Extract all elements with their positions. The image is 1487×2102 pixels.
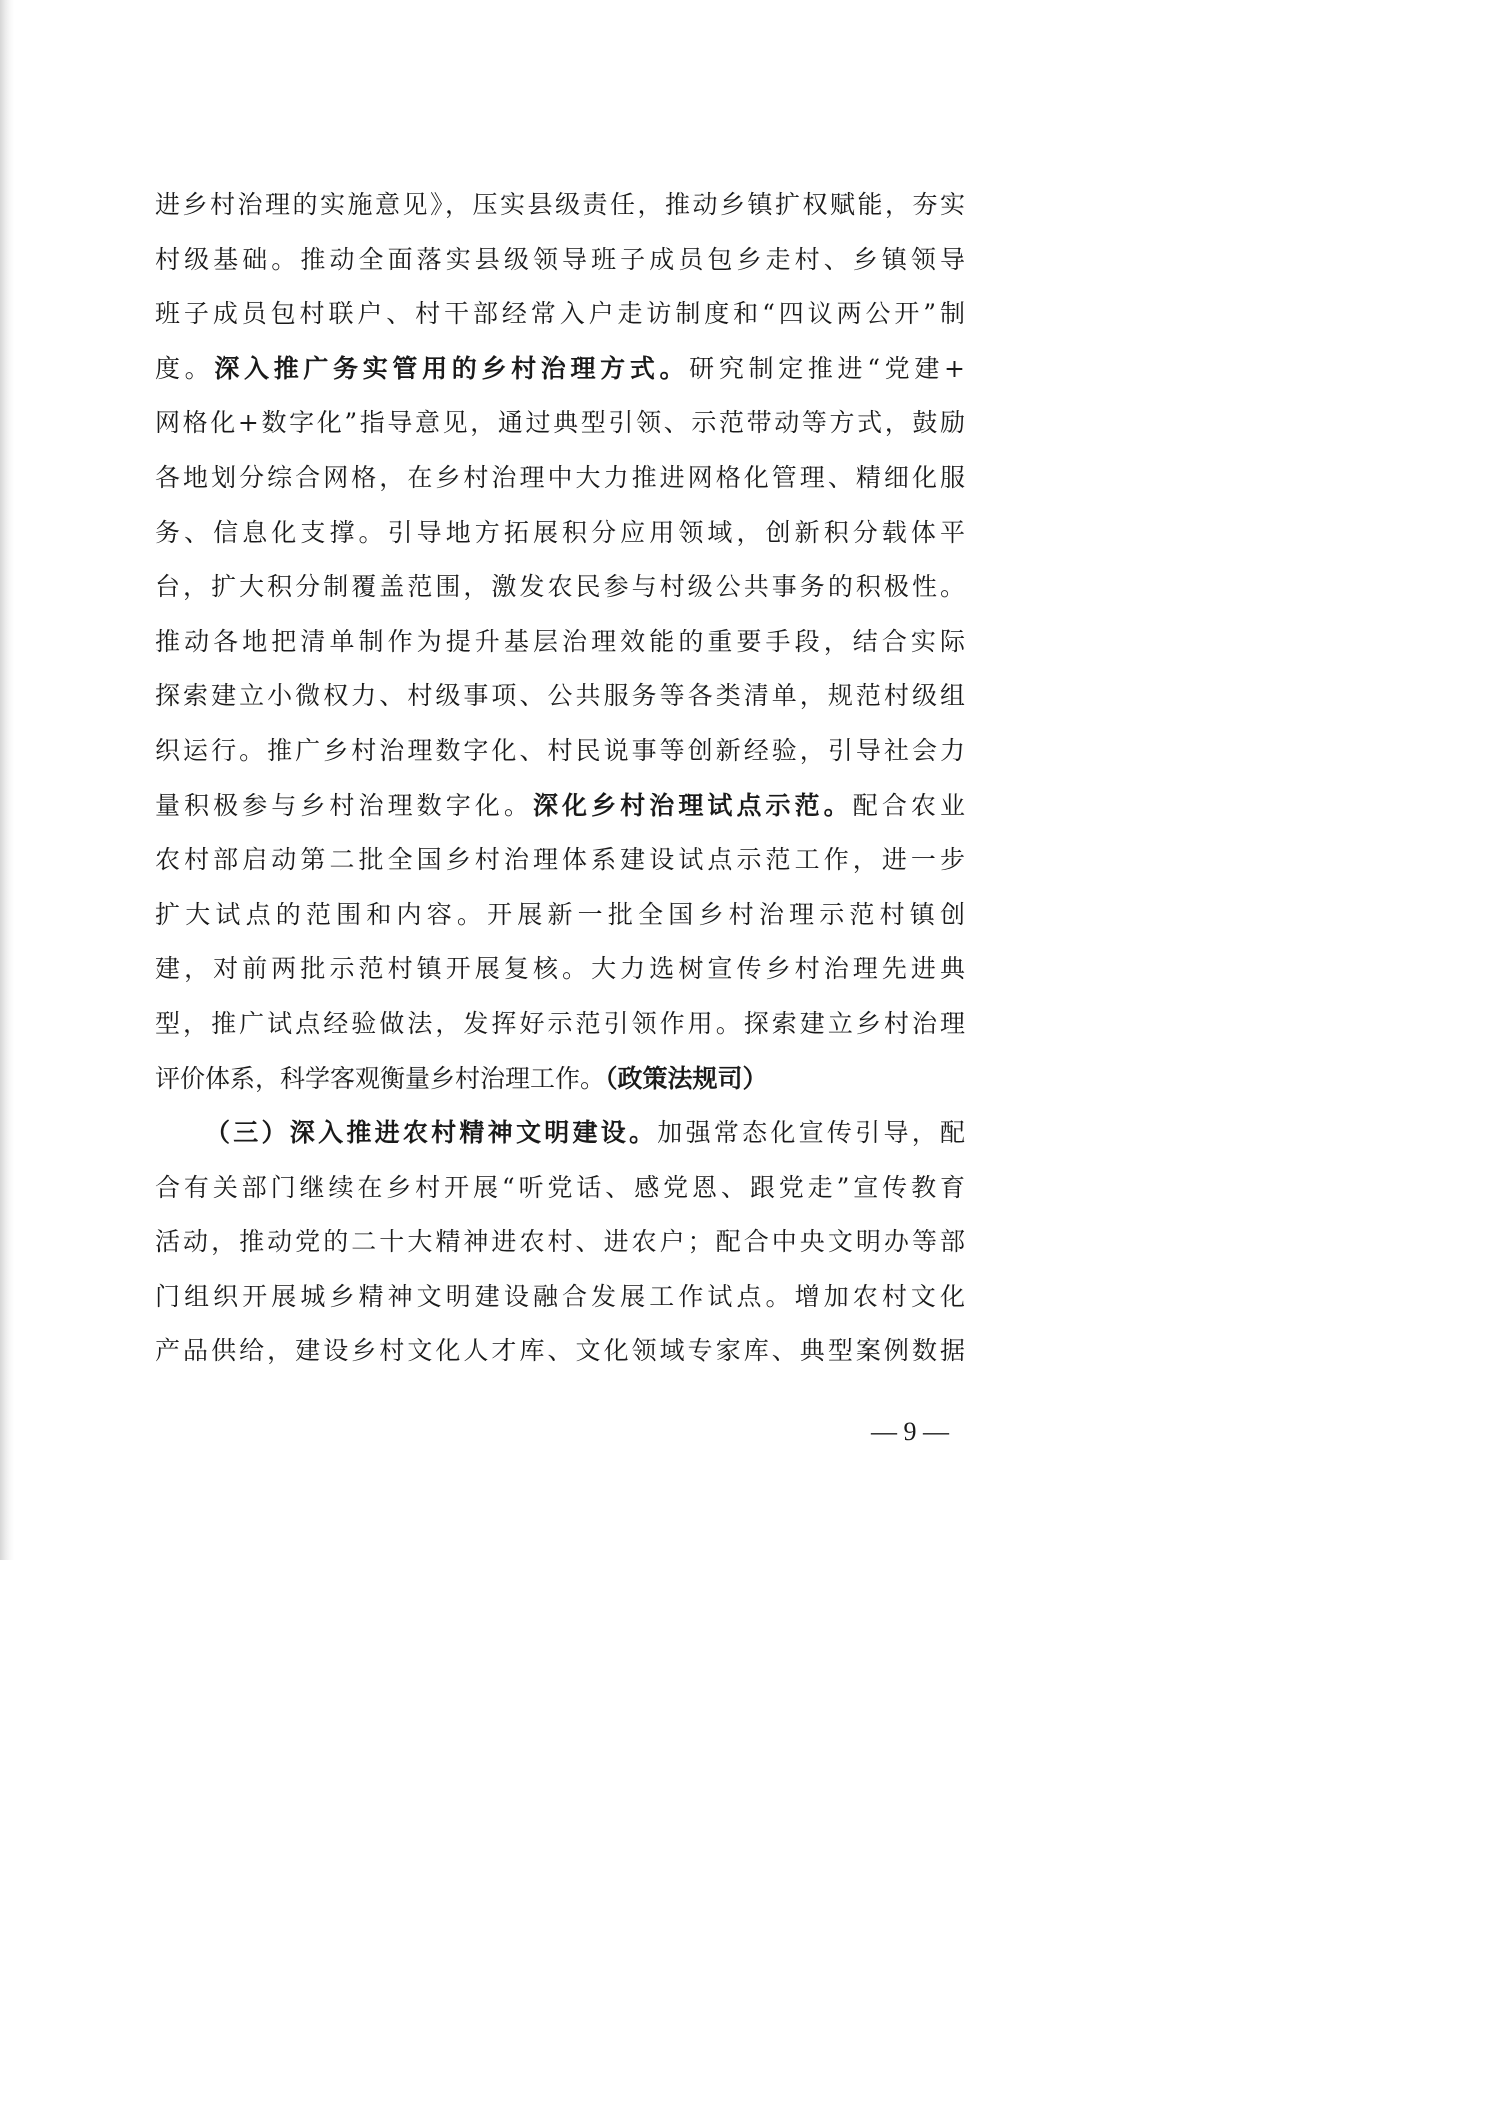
body-text: 务、信息化支撑。引导地方拓展积分应用领域，创新积分载体平: [155, 517, 965, 547]
text-line: [155, 1161, 965, 1216]
text-line: [155, 888, 965, 943]
text-line: [155, 342, 965, 397]
text-line: [155, 942, 965, 997]
text-line: [155, 233, 965, 288]
body-text: 进乡村治理的实施意见》，压实县级责任，推动乡镇扩权赋能，夯实: [155, 190, 965, 219]
text-line: [155, 287, 965, 342]
text-line: [155, 178, 965, 233]
bold-heading-text: 深化乡村治理试点示范。: [532, 790, 853, 820]
document-body: [155, 178, 965, 1379]
scan-edge-shadow: [0, 0, 14, 1560]
body-text: 扩大试点的范围和内容。开展新一批全国乡村治理示范村镇创: [155, 899, 965, 929]
body-text: 建，对前两批示范村镇开展复核。大力选树宣传乡村治理先进典: [155, 954, 965, 984]
body-text: 配合农业: [852, 790, 965, 820]
body-text: 门组织开展城乡精神文明建设融合发展工作试点。增加农村文化: [155, 1281, 965, 1311]
text-line: [155, 1215, 965, 1270]
text-line: [155, 451, 965, 506]
body-text: 加强常态化宣传引导，配: [657, 1118, 965, 1148]
body-text: 合有关部门继续在乡村开展“听党话、感党恩、跟党走”宣传教育: [155, 1172, 965, 1202]
bold-heading-text: 深入推广务实管用的乡村治理方式。: [214, 353, 690, 383]
text-line: [155, 506, 965, 561]
text-line: [155, 1324, 965, 1379]
text-line: [155, 1052, 965, 1107]
body-text: 各地划分综合网格，在乡村治理中大力推进网格化管理、精细化服: [155, 462, 965, 492]
text-line: [155, 1270, 965, 1325]
text-line: [155, 997, 965, 1052]
body-text: 网格化+数字化”指导意见，通过典型引领、示范带动等方式，鼓励: [155, 408, 965, 438]
text-line: [155, 396, 965, 451]
body-text: 台，扩大积分制覆盖范围，激发农民参与村级公共事务的积极性。: [155, 572, 965, 602]
body-text: 织运行。推广乡村治理数字化、村民说事等创新经验，引导社会力: [155, 735, 965, 765]
bold-heading-text: （三）深入推进农村精神文明建设。: [205, 1118, 658, 1148]
body-text: 村级基础。推动全面落实县级领导班子成员包乡走村、乡镇领导: [155, 244, 965, 274]
body-text: 探索建立小微权力、村级事项、公共服务等各类清单，规范村级组: [155, 681, 965, 711]
text-line: [155, 833, 965, 888]
bold-heading-text: （政策法规司）: [605, 1063, 768, 1093]
text-line: [155, 1106, 965, 1161]
text-line: [155, 724, 965, 779]
body-text: 农村部启动第二批全国乡村治理体系建设试点示范工作，进一步: [155, 845, 965, 875]
body-text: 活动，推动党的二十大精神进农村、进农户；配合中央文明办等部: [155, 1227, 965, 1257]
body-text: 评价体系，科学客观衡量乡村治理工作。: [155, 1063, 606, 1093]
body-text: 量积极参与乡村治理数字化。: [155, 790, 533, 820]
text-line: [155, 779, 965, 834]
body-text: 研究制定推进“党建+: [689, 353, 965, 383]
body-text: 推动各地把清单制作为提升基层治理效能的重要手段，结合实际: [155, 626, 965, 656]
body-text: 型，推广试点经验做法，发挥好示范引领作用。探索建立乡村治理: [155, 1008, 965, 1038]
body-text: 班子成员包村联户、村干部经常入户走访制度和“四议两公开”制: [155, 299, 965, 329]
text-line: [155, 560, 965, 615]
text-line: [155, 615, 965, 670]
body-text: 产品供给，建设乡村文化人才库、文化领域专家库、典型案例数据: [155, 1336, 965, 1366]
text-line: [155, 669, 965, 724]
body-text: 度。: [155, 353, 215, 383]
page-number: — 9 —: [871, 1417, 949, 1446]
